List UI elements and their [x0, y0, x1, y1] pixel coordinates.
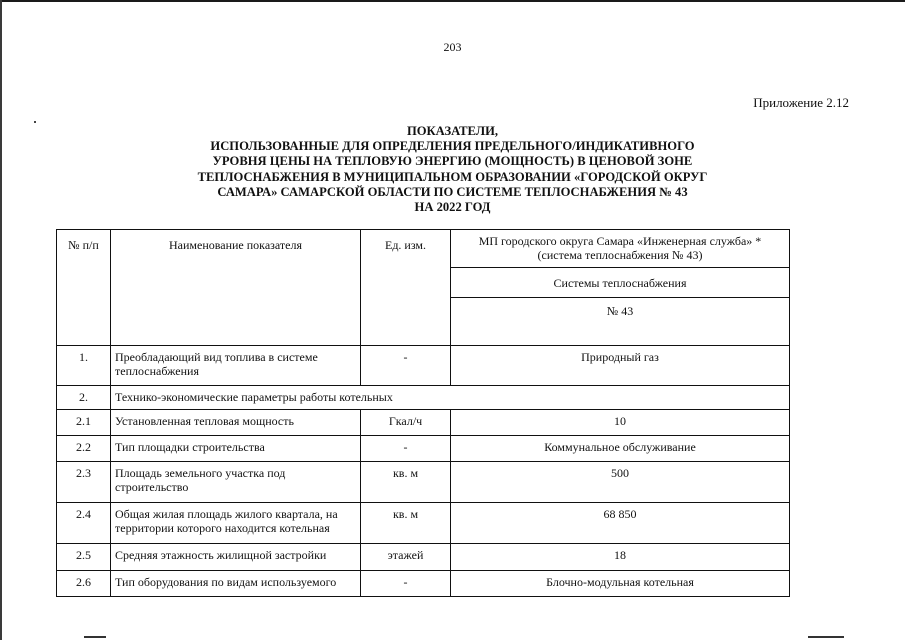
scan-border-left	[0, 0, 2, 640]
row-value: Природный газ	[581, 350, 659, 364]
appendix-label: Приложение 2.12	[753, 95, 849, 110]
scan-border-top	[0, 0, 905, 2]
document-title	[150, 124, 755, 215]
row-unit: -	[403, 575, 408, 589]
row-value: Коммунальное обслуживание	[544, 440, 696, 454]
header-unit: Ед. изм.	[384, 238, 427, 252]
header-systems: Системы теплоснабжения	[553, 275, 687, 290]
table-header-row	[57, 230, 790, 268]
row-value: 68 850	[603, 507, 637, 521]
table-row	[57, 544, 790, 571]
row-name: Преобладающий вид топлива в системе теплоснабжения	[115, 350, 318, 378]
row-num: 2.2	[76, 440, 91, 454]
row-value: Блочно-модульная котельная	[546, 575, 694, 589]
row-unit: кв. м	[392, 507, 419, 521]
table-row	[57, 346, 790, 386]
title-line: САМАРА» САМАРСКОЙ ОБЛАСТИ ПО СИСТЕМЕ ТЕПЛОСНАБЖЕНИЯ № 43	[217, 184, 688, 199]
row-unit: -	[403, 440, 408, 454]
table-row	[57, 436, 790, 462]
header-num-cell	[57, 230, 111, 346]
table-row	[57, 386, 790, 410]
row-num: 2.5	[76, 548, 91, 562]
table-row	[57, 410, 790, 436]
title-line: ИСПОЛЬЗОВАННЫЕ ДЛЯ ОПРЕДЕЛЕНИЯ ПРЕДЕЛЬНОГО/ИНДИКАТИВНОГО	[210, 139, 695, 154]
row-num: 2.	[79, 390, 88, 404]
row-name: Тип площадки строительства	[115, 440, 265, 454]
row-num: 2.1	[76, 414, 91, 428]
scan-mark-bottom-right	[808, 636, 844, 638]
scan-mark-bottom-left	[84, 636, 106, 638]
row-name: Тип оборудования по видам используемого	[115, 575, 337, 589]
title-line: НА 2022 ГОД	[414, 200, 491, 215]
header-org-cell	[451, 230, 790, 268]
row-num: 2.6	[76, 575, 91, 589]
page-number: 203	[443, 40, 462, 54]
row-unit: -	[403, 350, 408, 364]
indicators-table	[56, 229, 790, 597]
row-num: 2.4	[76, 507, 91, 521]
row-name: Установленная тепловая мощность	[115, 414, 294, 428]
header-system-no-cell	[451, 298, 790, 346]
header-unit-cell	[361, 230, 451, 346]
row-value: 500	[611, 466, 629, 480]
title-line: УРОВНЯ ЦЕНЫ НА ТЕПЛОВУЮ ЭНЕРГИЮ (МОЩНОСТЬ) В ЦЕНОВОЙ ЗОНЕ	[212, 154, 693, 169]
header-num: № п/п	[68, 238, 99, 252]
table-row	[57, 503, 790, 544]
row-unit: кв. м	[392, 466, 419, 480]
table-row	[57, 571, 790, 597]
row-name: Площадь земельного участка под строительство	[115, 466, 286, 494]
header-name: Наименование показателя	[169, 238, 302, 252]
row-name: Технико-экономические параметры работы котельных	[115, 390, 393, 404]
header-system-no: № 43	[606, 304, 634, 318]
title-line: ТЕПЛОСНАБЖЕНИЯ В МУНИЦИПАЛЬНОМ ОБРАЗОВАНИИ «ГОРОДСКОЙ ОКРУГ	[197, 169, 708, 184]
row-unit: этажей	[387, 548, 424, 562]
row-num: 2.3	[76, 466, 91, 480]
scan-speck	[34, 121, 36, 123]
row-value: 10	[614, 414, 626, 428]
header-systems-cell	[451, 268, 790, 298]
table-row	[57, 462, 790, 503]
row-name: Общая жилая площадь жилого квартала, на территории которого находится котельная	[115, 507, 338, 535]
header-name-cell	[111, 230, 361, 346]
row-unit: Гкал/ч	[388, 414, 423, 428]
title-line: ПОКАЗАТЕЛИ,	[406, 124, 499, 138]
row-num: 1.	[79, 350, 88, 364]
row-name: Средняя этажность жилищной застройки	[115, 548, 327, 562]
row-value: 18	[614, 548, 626, 562]
header-org: МП городского округа Самара «Инженерная служба» * (система теплоснабжения № 43)	[478, 234, 762, 262]
